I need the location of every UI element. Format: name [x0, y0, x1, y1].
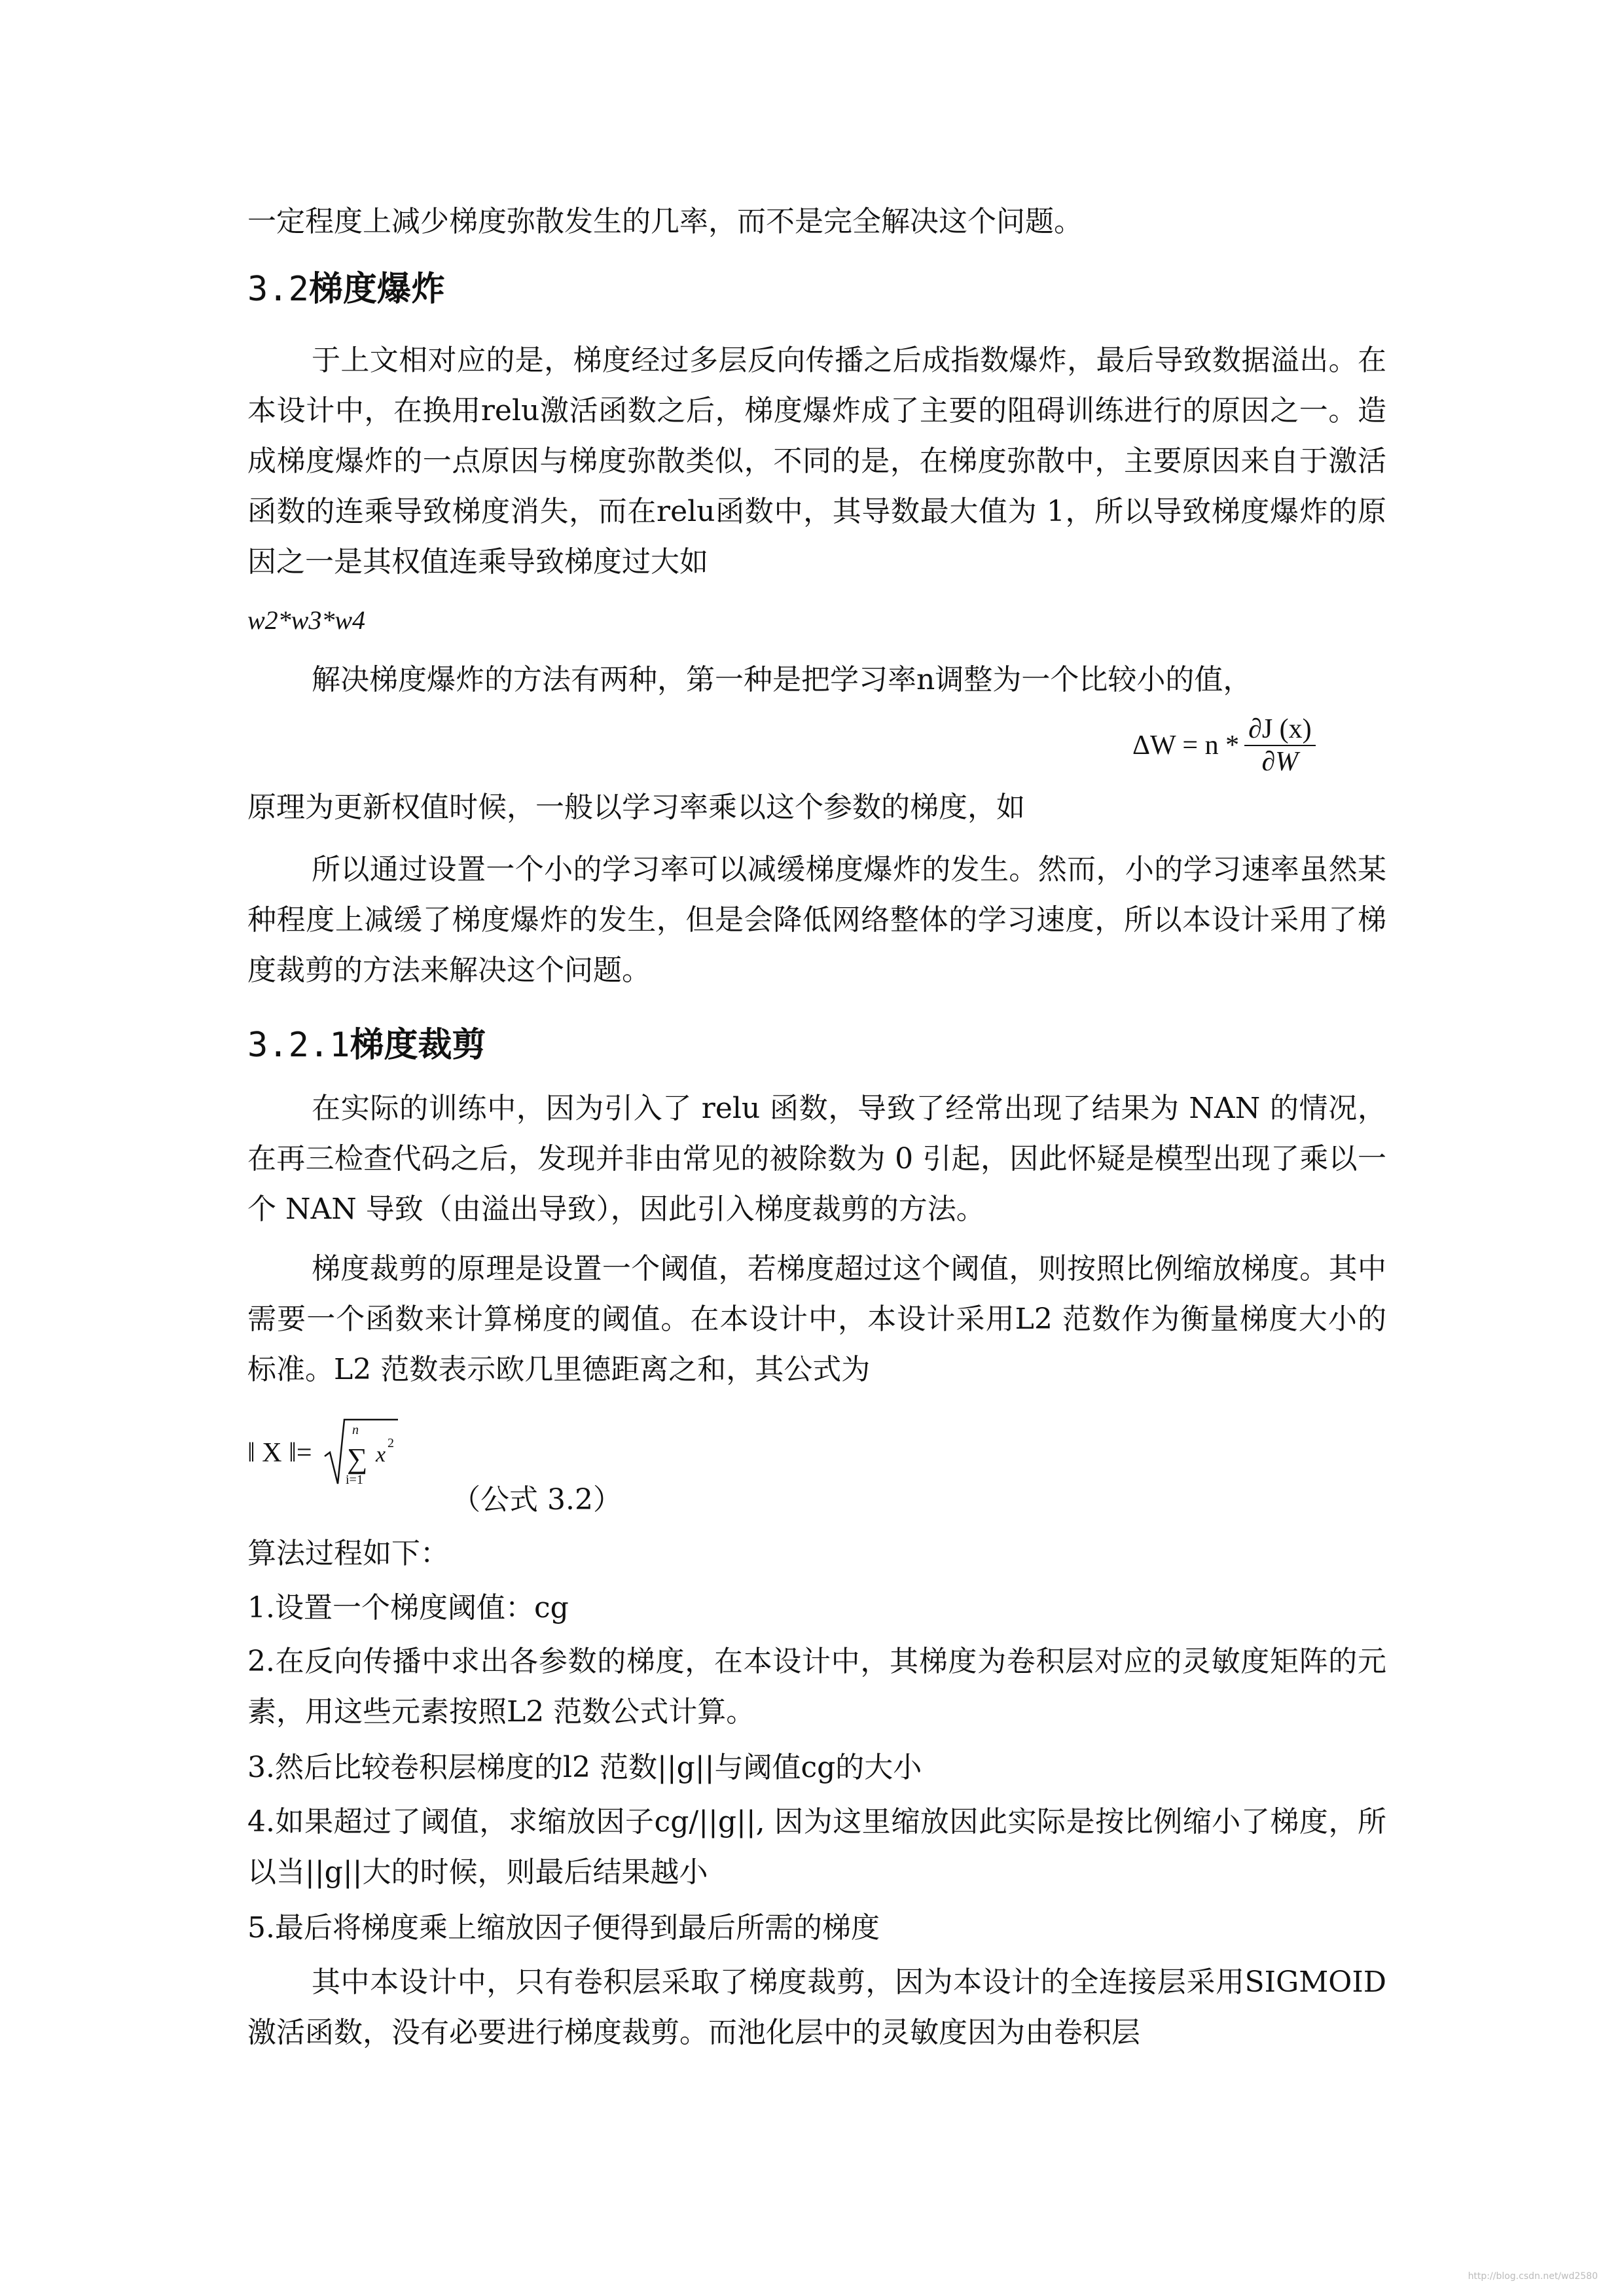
- paragraph-nan-issue: 在实际的训练中，因为引入了 relu 函数，导致了经常出现了结果为 NAN 的情况，在再三检查代码之后，发现并非由常见的被除数为 0 引起，因此怀疑是模型出现了乘以一个 NAN 导致（由溢出导致），因此引入梯度裁剪的方法。: [247, 1092, 1386, 1226]
- algorithm-step-5: 5.最后将梯度乘上缩放因子便得到最后所需的梯度: [247, 1911, 880, 1945]
- paragraph-gradient-explosion-intro: 于上文相对应的是，梯度经过多层反向传播之后成指数爆炸，最后导致数据溢出。在本设计中，在换用relu激活函数之后，梯度爆炸成了主要的阻碍训练进行的原因之一。造成梯度爆炸的一点原因与梯度弥散类似，不同的是，在梯度弥散中，主要原因来自于激活函数的连乘导致梯度消失，而在relu函数中，其导数最大值为 1，所以导致梯度爆炸的原因之一是其权值连乘导致梯度过大如: [247, 344, 1386, 579]
- sum-symbol: ∑: [347, 1443, 368, 1475]
- section-title: 梯度裁剪: [350, 1026, 486, 1065]
- paragraph-clipping-principle: 梯度裁剪的原理是设置一个阈值，若梯度超过这个阈值，则按照比例缩放梯度。其中需要一个函数来计算梯度的阈值。在本设计中，本设计采用L2 范数作为衡量梯度大小的标准。L2 范数表示欧几里德距离之和，其公式为: [247, 1252, 1386, 1386]
- sum-lower: i=1: [346, 1473, 363, 1487]
- algorithm-step-1: 1.设置一个梯度阈值：cg: [247, 1591, 569, 1624]
- algorithm-step-3: 3.然后比较卷积层梯度的l2 范数||g||与阈值cg的大小: [247, 1751, 922, 1784]
- paragraph-solution-line2: 原理为更新权值时候，一般以学习率乘以这个参数的梯度，如: [247, 791, 1025, 824]
- norm-lhs: ‖ X ‖=: [247, 1438, 312, 1468]
- algorithm-title: 算法过程如下：: [247, 1537, 449, 1570]
- section-title: 梯度爆炸: [308, 270, 445, 309]
- formula-reference: （公式 3.2）: [452, 1483, 622, 1516]
- section-heading-3-2: [247, 268, 445, 310]
- sum-term: x: [376, 1443, 386, 1467]
- section-number: 3.2: [247, 270, 309, 309]
- algorithm-step-4: 4.如果超过了阈值，求缩放因子cg/||g||, 因为这里缩放因此实际是按比例缩小了梯度，所以当||g||大的时候，则最后结果越小: [247, 1805, 1386, 1889]
- l2-norm-formula-graphic: [247, 1410, 405, 1489]
- paragraph-conv-layer-clipping: 其中本设计中，只有卷积层采取了梯度裁剪，因为本设计的全连接层采用SIGMOID激活函数，没有必要进行梯度裁剪。而池化层中的灵敏度因为由卷积层: [247, 1965, 1386, 2049]
- term-exponent: 2: [388, 1436, 394, 1450]
- section-heading-3-2-1: [247, 1024, 486, 1066]
- weight-product-expression: w2*w3*w4: [247, 605, 366, 635]
- section-number: 3.2.1: [247, 1026, 350, 1065]
- weight-update-equation: [1132, 713, 1316, 778]
- partial-derivative-fraction: [1244, 713, 1316, 778]
- fraction-numerator: ∂J (x): [1248, 714, 1312, 744]
- paragraph-continuation: 一定程度上减少梯度弥散发生的几率，而不是完全解决这个问题。: [247, 205, 1083, 238]
- paragraph-learning-rate: 所以通过设置一个小的学习率可以减缓梯度爆炸的发生。然而，小的学习速率虽然某种程度上减缓了梯度爆炸的发生，但是会降低网络整体的学习速度，所以本设计采用了梯度裁剪的方法来解决这个问题。: [247, 853, 1386, 987]
- algorithm-step-2: 2.在反向传播中求出各参数的梯度，在本设计中，其梯度为卷积层对应的灵敏度矩阵的元素，用这些元素按照L2 范数公式计算。: [247, 1645, 1386, 1729]
- paragraph-solution-line1: 解决梯度爆炸的方法有两种，第一种是把学习率n调整为一个比较小的值，: [312, 663, 1252, 696]
- l2-norm-equation: [247, 1410, 405, 1489]
- sum-upper: n: [352, 1423, 359, 1437]
- watermark-url: http://blog.csdn.net/wd2580: [1468, 2271, 1598, 2282]
- equation-lhs: ΔW = n *: [1132, 730, 1240, 761]
- fraction-denominator: ∂W: [1261, 747, 1299, 777]
